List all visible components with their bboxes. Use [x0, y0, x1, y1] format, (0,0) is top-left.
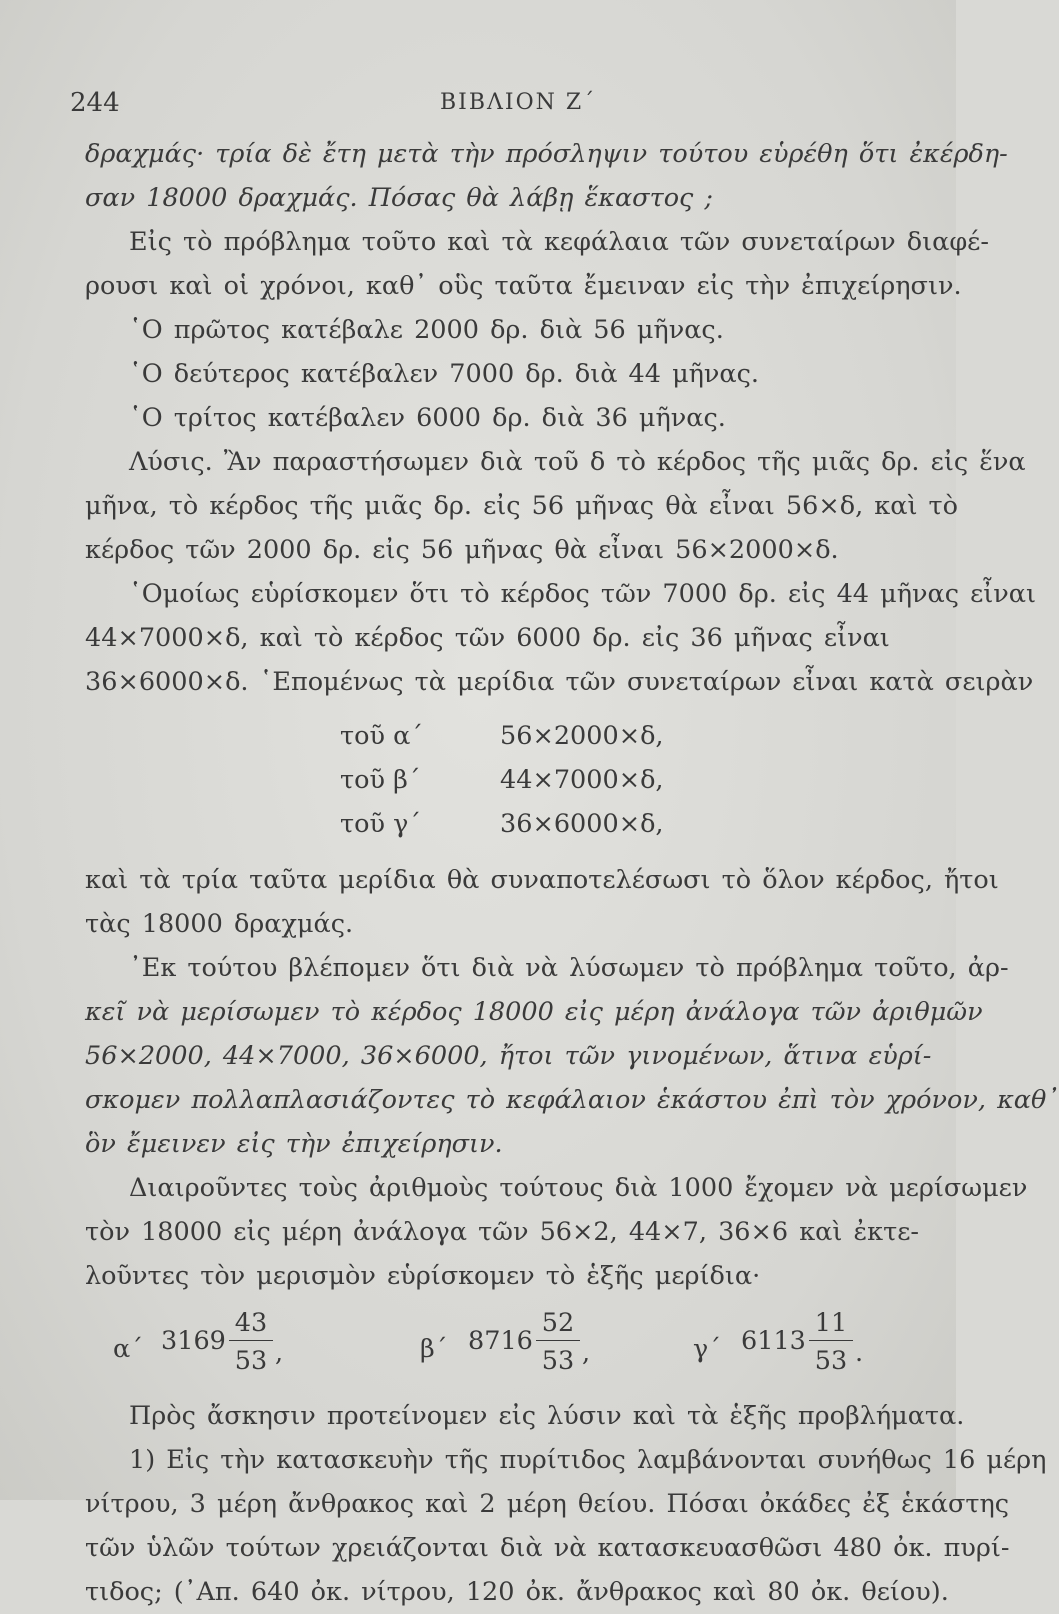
text-line: τιδος; (᾿Απ. 640 ὀκ. νίτρου, 120 ὀκ. ἄνθρακος καὶ 80 ὀκ. θείου). [85, 1577, 949, 1607]
text-block-solution [85, 132, 1037, 704]
share-whole: 6113 [741, 1326, 806, 1356]
text-line: ρουσι καὶ οἱ χρόνοι, καθ᾿ οὓς ταῦτα ἔμειναν εἰς τὴν ἐπιχείρησιν. [85, 271, 962, 301]
share-fraction [229, 1306, 273, 1375]
page-body [85, 132, 1059, 1614]
fraction-denominator: 53 [234, 1346, 268, 1376]
text-line: Εἰς τὸ πρόβλημα τοῦτο καὶ τὰ κεφάλαια τῶν συνεταίρων διαφέ- [129, 227, 989, 257]
text-line: Διαιροῦντες τοὺς ἀριθμοὺς τούτους διὰ 1000 ἔχομεν νὰ μερίσωμεν [129, 1173, 1028, 1203]
text-line: σκομεν πολλαπλασιάζοντες τὸ κεφάλαιον ἑκάστου ἐπὶ τὸν χρόνον, καθ᾿ [85, 1085, 1059, 1115]
text-line: ᾿Εκ τούτου βλέπομεν ὅτι διὰ νὰ λύσωμεν τὸ πρόβλημα τοῦτο, ἀρ- [129, 953, 1009, 983]
page-number: 244 [70, 88, 120, 118]
running-head: ΒΙΒΛΙΟΝ Ζ΄ [440, 90, 597, 115]
text-line: 36×6000×δ. ῾Επομένως τὰ μερίδια τῶν συνεταίρων εἶναι κατὰ σειρὰν [85, 667, 1034, 697]
share-formula: 56×2000×δ, [500, 721, 664, 751]
share-punctuation: , [275, 1338, 284, 1368]
page-header [70, 88, 896, 118]
text-line: ῾Ομοίως εὑρίσκομεν ὅτι τὸ κέρδος τῶν 7000 δρ. εἰς 44 μῆνας εἶναι [129, 579, 1037, 609]
share-row [85, 714, 930, 758]
text-line: 44×7000×δ, καὶ τὸ κέρδος τῶν 6000 δρ. εἰς 36 μῆνας εἶναι [85, 623, 890, 653]
share-formula: 44×7000×δ, [500, 765, 664, 795]
share-letter: γ΄ [693, 1334, 721, 1364]
share-label: τοῦ α΄ [340, 721, 424, 751]
share-punctuation: , [582, 1338, 591, 1368]
share-letter: α΄ [113, 1334, 143, 1364]
text-line: τὰς 18000 δραχμάς. [85, 909, 354, 939]
fraction-denominator: 53 [814, 1346, 848, 1376]
shares-table [85, 714, 930, 846]
share-label: τοῦ β΄ [340, 765, 421, 795]
text-line: τὸν 18000 εἰς μέρη ἀνάλογα τῶν 56×2, 44×7, 36×6 καὶ ἐκτε- [85, 1217, 920, 1247]
share-row [85, 758, 930, 802]
text-line: 56×2000, 44×7000, 36×6000, ἤτοι τῶν γινομένων, ἅτινα εὑρί- [85, 1041, 932, 1071]
text-line: Λύσις. Ἂν παραστήσωμεν διὰ τοῦ δ τὸ κέρδος τῆς μιᾶς δρ. εἰς ἕνα [129, 447, 1026, 477]
share-letter: β΄ [420, 1334, 448, 1364]
text-line: ῾Ο δεύτερος κατέβαλεν 7000 δρ. διὰ 44 μῆνας. [129, 359, 760, 389]
text-line: σαν 18000 δραχμάς. Πόσας θὰ λάβῃ ἕκαστος ; [85, 183, 714, 213]
share-label: τοῦ γ΄ [340, 809, 422, 839]
text-line: δραχμάς· τρία δὲ ἔτη μετὰ τὴν πρόσληψιν τούτου εὑρέθη ὅτι ἐκέρδη- [85, 139, 1008, 169]
share-punctuation: . [855, 1338, 864, 1368]
share-formula: 36×6000×δ, [500, 809, 664, 839]
share-fraction [536, 1306, 580, 1375]
text-line: Πρὸς ἄσκησιν προτείνομεν εἰς λύσιν καὶ τὰ ἑξῆς προβλήματα. [129, 1401, 965, 1431]
text-line: ῾Ο πρῶτος κατέβαλε 2000 δρ. διὰ 56 μῆνας. [129, 315, 724, 345]
text-line: κέρδος τῶν 2000 δρ. εἰς 56 μῆνας θὰ εἶναι 56×2000×δ. [85, 535, 839, 565]
text-line: καὶ τὰ τρία ταῦτα μερίδια θὰ συναποτελέσωσι τὸ ὅλον κέρδος, ἤτοι [85, 865, 999, 895]
share-row [85, 802, 930, 846]
text-line: κεῖ νὰ μερίσωμεν τὸ κέρδος 18000 εἰς μέρη ἀνάλογα τῶν ἀριθμῶν [85, 997, 983, 1027]
text-line: τῶν ὑλῶν τούτων χρειάζονται διὰ νὰ κατασκευασθῶσι 480 ὀκ. πυρί- [85, 1533, 1010, 1563]
text-block-method [85, 858, 1059, 1298]
text-line: ῾Ο τρίτος κατέβαλεν 6000 δρ. διὰ 36 μῆνας. [129, 403, 726, 433]
fraction-numerator: 11 [809, 1306, 853, 1341]
text-block-exercises [85, 1394, 1047, 1614]
text-line: 1) Εἰς τὴν κατασκευὴν τῆς πυρίτιδος λαμβάνονται συνήθως 16 μέρη [129, 1445, 1047, 1475]
fraction-denominator: 53 [541, 1346, 575, 1376]
fraction-numerator: 52 [536, 1306, 580, 1341]
final-shares [85, 1306, 930, 1388]
text-line: ὃν ἔμεινεν εἰς τὴν ἐπιχείρησιν. [85, 1129, 503, 1159]
share-fraction [809, 1306, 853, 1375]
text-line: νίτρου, 3 μέρη ἄνθρακος καὶ 2 μέρη θείου. Πόσαι ὀκάδες ἐξ ἑκάστης [85, 1489, 1010, 1519]
fraction-numerator: 43 [229, 1306, 273, 1341]
share-whole: 8716 [468, 1326, 533, 1356]
text-line: λοῦντες τὸν μερισμὸν εὑρίσκομεν τὸ ἑξῆς μερίδια· [85, 1261, 761, 1291]
text-line: μῆνα, τὸ κέρδος τῆς μιᾶς δρ. εἰς 56 μῆνας θὰ εἶναι 56×δ, καὶ τὸ [85, 491, 959, 521]
share-whole: 3169 [161, 1326, 226, 1356]
